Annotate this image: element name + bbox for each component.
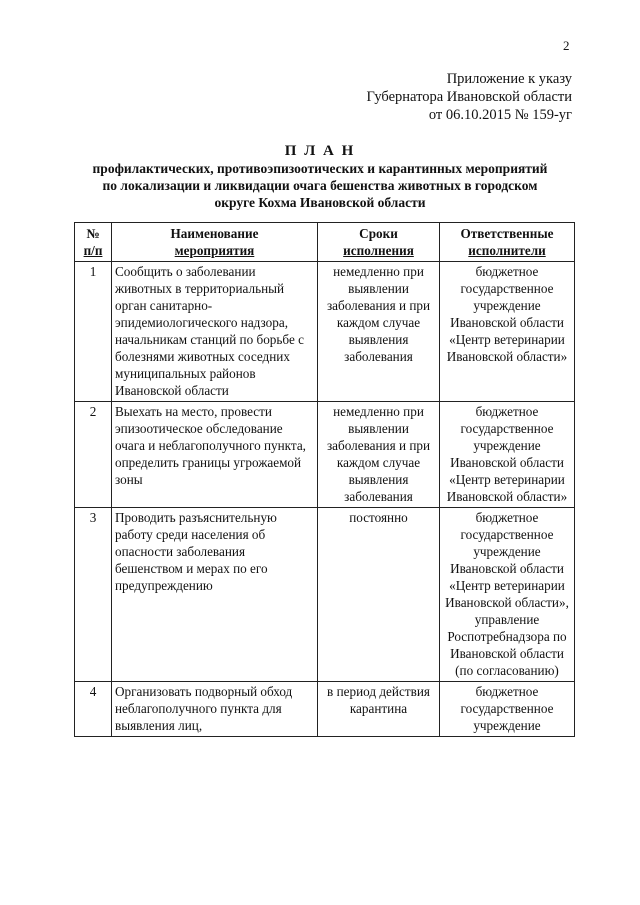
row-term: немедленно при выявлении заболевания и при каждом случае выявления заболевания: [318, 262, 440, 402]
header-num: № п/п: [75, 223, 112, 262]
table-row: [75, 402, 575, 508]
header-name: Наименование мероприятия: [112, 223, 318, 262]
row-responsible: бюджетное государственное учреждение Ивановской области «Центр ветеринарии Ивановской области», управление Роспотребнадзора по Ивановской области (по согласованию): [440, 508, 575, 682]
plan-subtitle: профилактических, противоэпизоотических и карантинных мероприятий по локализации и ликвидации очага бешенства животных в городском округе Кохма Ивановской области: [92, 161, 548, 210]
appendix-line-3: от 06.10.2015 № 159-уг: [428, 107, 572, 123]
row-num: 1: [75, 262, 112, 402]
row-term: постоянно: [318, 508, 440, 682]
row-num: 3: [75, 508, 112, 682]
row-num: 4: [75, 682, 112, 737]
document-title: [60, 142, 580, 211]
table-row: [75, 682, 575, 737]
row-name: Проводить разъяснительную работу среди населения об опасности заболевания бешенством и мерах по его предупреждению: [112, 508, 318, 682]
header-responsible: Ответственные исполнители: [440, 223, 575, 262]
row-term: немедленно при выявлении заболевания и при каждом случае выявления заболевания: [318, 402, 440, 508]
header-term: Сроки исполнения: [318, 223, 440, 262]
appendix-line-1: Приложение к указу: [446, 71, 572, 87]
row-name: Выехать на место, провести эпизоотическое обследование очага и неблагополучного пункта, определить границы угрожаемой зоны: [112, 402, 318, 508]
plan-table: [74, 222, 575, 737]
row-term: в период действия карантина: [318, 682, 440, 737]
row-name: Сообщить о заболевании животных в территориальный орган санитарно-эпидемиологического надзора, начальникам станций по борьбе с болезнями животных соседних муниципальных районов Ивановской области: [112, 262, 318, 402]
row-responsible: бюджетное государственное учреждение Ивановской области «Центр ветеринарии Ивановской области»: [440, 262, 575, 402]
page-number: 2: [563, 38, 570, 53]
appendix-line-2: Губернатора Ивановской области: [366, 89, 572, 105]
row-num: 2: [75, 402, 112, 508]
plan-heading: П Л А Н: [284, 143, 356, 159]
table-row: [75, 262, 575, 402]
row-name: Организовать подворный обход неблагополучного пункта для выявления лиц,: [112, 682, 318, 737]
appendix-header: [272, 70, 572, 124]
row-responsible: бюджетное государственное учреждение Ивановской области «Центр ветеринарии Ивановской области»: [440, 402, 575, 508]
table-row: [75, 508, 575, 682]
table-header-row: [75, 223, 575, 262]
row-responsible: бюджетное государственное учреждение: [440, 682, 575, 737]
